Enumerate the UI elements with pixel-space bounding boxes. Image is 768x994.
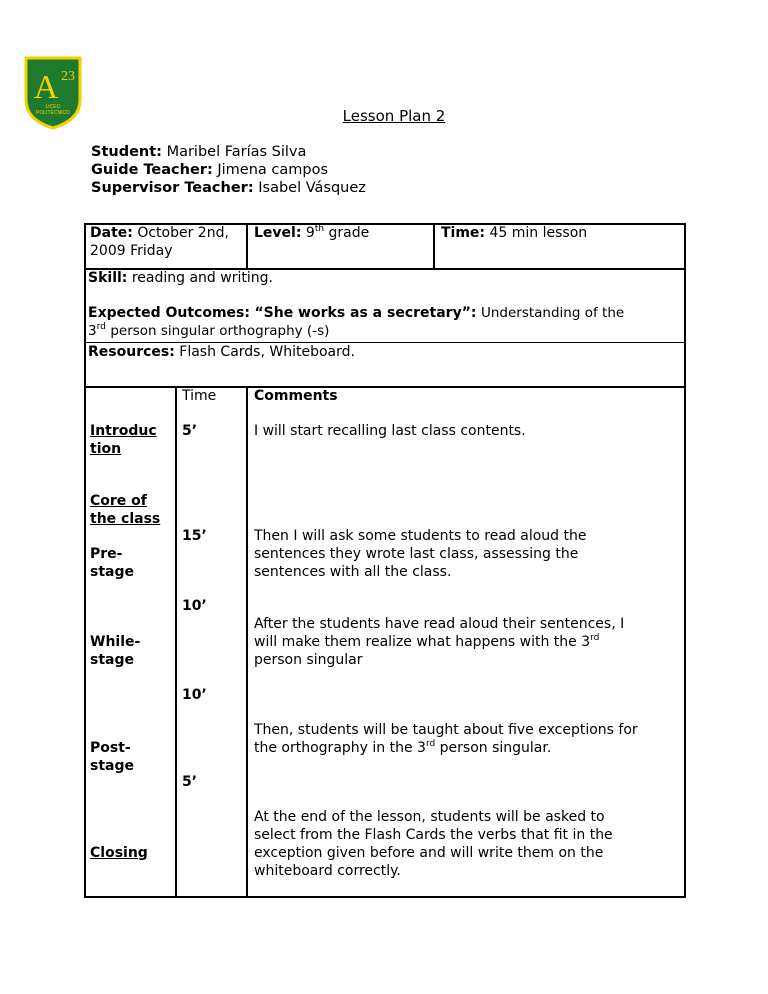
logo-letter: A <box>33 69 59 106</box>
logo-caption-2: POLITÉCNICO <box>36 110 70 116</box>
comment-post-line-2b: person singular. <box>435 740 552 756</box>
time-pre-stage: 15’ <box>182 528 207 544</box>
stage-while-line-2: stage <box>90 652 134 668</box>
comment-while-line-3: person singular <box>254 652 363 668</box>
stage-closing: Closing <box>90 845 148 861</box>
table-col-divider <box>175 386 177 898</box>
time-closing: 5’ <box>182 774 198 790</box>
comment-introduction: I will start recalling last class contents. <box>254 423 526 439</box>
comment-while-line-2: will make them realize what happens with the 3 <box>254 634 591 650</box>
comment-while-line-1: After the students have read aloud their sentences, I <box>254 616 625 632</box>
comment-while-stage <box>254 615 624 669</box>
student-label: Student: <box>91 144 162 160</box>
outcomes-text-2: person singular orthography (-s) <box>110 323 330 339</box>
comments-column-header: Comments <box>254 388 338 404</box>
stage-while <box>90 633 140 669</box>
time-value: 45 min lesson <box>489 225 588 241</box>
student-name: Maribel Farías Silva <box>166 144 307 160</box>
resources-cell <box>88 343 355 361</box>
stage-core-line-2: the class <box>90 511 161 527</box>
guide-line <box>91 161 328 179</box>
level-number: 9 <box>305 225 315 241</box>
level-grade: grade <box>328 225 370 241</box>
outcomes-quote: “She works as a secretary”: <box>254 305 477 321</box>
level-label: Level: <box>254 225 302 241</box>
stage-core <box>90 492 160 528</box>
stage-pre-line-1: Pre- <box>90 546 123 562</box>
stage-pre-line-2: stage <box>90 564 134 580</box>
comment-post-line-1: Then, students will be taught about five exceptions for <box>254 722 638 738</box>
date-line-1: October 2nd, <box>137 225 229 241</box>
comment-pre-line-3: sentences with all the class. <box>254 564 452 580</box>
comment-closing-line-1: At the end of the lesson, students will be asked to <box>254 809 605 825</box>
table-border-right <box>684 223 686 898</box>
logo-number: 23 <box>61 69 75 84</box>
stage-introduction <box>90 422 157 458</box>
level-suffix: th <box>314 224 325 234</box>
outcomes-text: Understanding of the <box>480 305 625 321</box>
time-cell <box>441 224 587 242</box>
comment-closing-line-3: exception given before and will write them on the <box>254 845 604 861</box>
stage-introduction-line-2: tion <box>90 441 122 457</box>
time-column-header: Time <box>182 388 217 404</box>
supervisor-line <box>91 179 366 197</box>
skill-label: Skill: <box>88 270 128 286</box>
comment-closing <box>254 808 613 880</box>
outcomes-suffix: rd <box>96 322 106 332</box>
guide-name: Jimena campos <box>217 162 329 178</box>
outcomes-number: 3 <box>88 323 97 339</box>
stage-core-line-1: Core of <box>90 493 147 509</box>
comment-while-sup: rd <box>590 633 600 643</box>
supervisor-label: Supervisor Teacher: <box>91 180 254 196</box>
stage-while-line-1: While- <box>90 634 141 650</box>
supervisor-name: Isabel Vásquez <box>258 180 366 196</box>
resources-value: Flash Cards, Whiteboard. <box>179 344 355 360</box>
outcomes-cell <box>88 304 682 340</box>
skill-value: reading and writing. <box>131 270 273 286</box>
stage-post-line-2: stage <box>90 758 134 774</box>
comment-pre-stage <box>254 527 586 581</box>
table-col-divider <box>246 223 248 269</box>
comment-post-stage <box>254 721 638 757</box>
comment-post-line-2a: the orthography in the 3 <box>254 740 426 756</box>
time-post-stage: 10’ <box>182 687 207 703</box>
table-col-divider <box>433 223 435 269</box>
time-introduction: 5’ <box>182 423 198 439</box>
student-line <box>91 143 306 161</box>
comment-closing-line-2: select from the Flash Cards the verbs that fit in the <box>254 827 613 843</box>
level-cell <box>254 224 369 242</box>
logo-caption-1: LICEO <box>45 104 61 110</box>
comment-closing-line-4: whiteboard correctly. <box>254 863 401 879</box>
date-label: Date: <box>90 225 133 241</box>
stage-pre <box>90 545 134 581</box>
stage-post-line-1: Post- <box>90 740 131 756</box>
time-while-stage: 10’ <box>182 598 207 614</box>
stage-introduction-line-1: Introduc <box>90 423 157 439</box>
date-cell <box>90 224 229 260</box>
resources-label: Resources: <box>88 344 175 360</box>
stage-post <box>90 739 134 775</box>
outcomes-label: Expected Outcomes: <box>88 305 250 321</box>
comment-pre-line-1: Then I will ask some students to read aloud the <box>254 528 587 544</box>
table-border-left <box>84 223 86 898</box>
comment-post-sup: rd <box>425 739 436 749</box>
guide-label: Guide Teacher: <box>91 162 213 178</box>
page-title: Lesson Plan 2 <box>342 107 446 125</box>
comment-pre-line-2: sentences they wrote last class, assessing the <box>254 546 579 562</box>
table-col-divider <box>246 386 248 898</box>
date-line-2: 2009 Friday <box>90 243 173 259</box>
time-label: Time: <box>441 225 486 241</box>
skill-cell <box>88 269 273 287</box>
